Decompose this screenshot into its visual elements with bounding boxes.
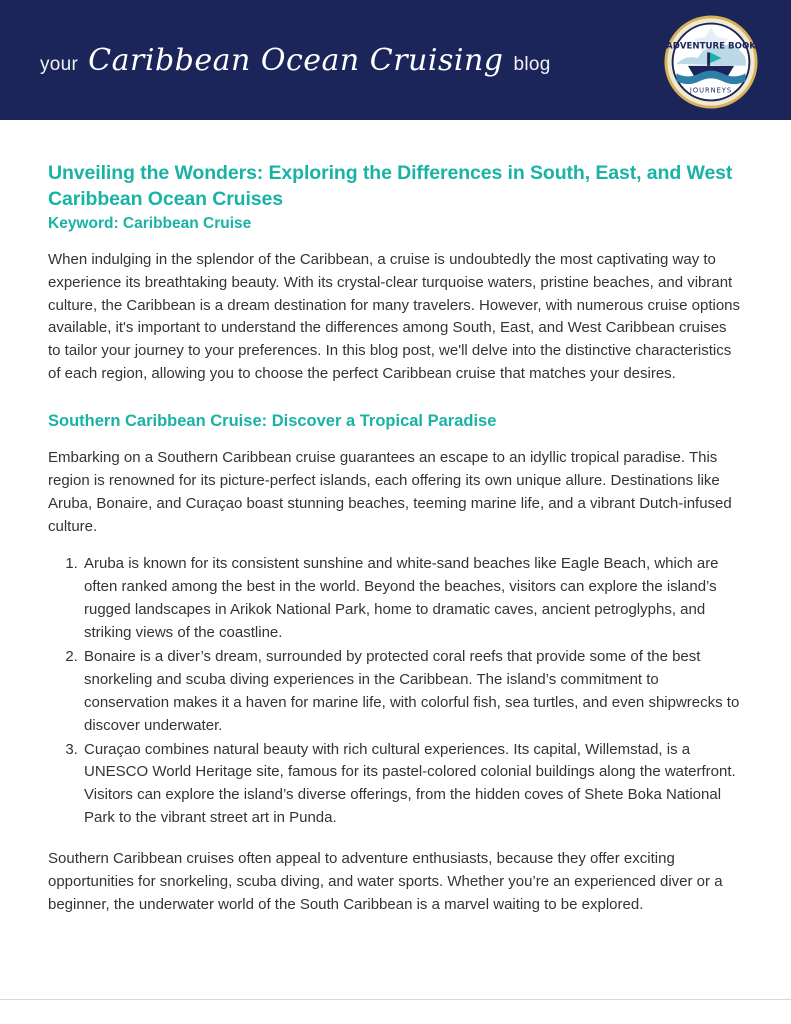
header-prefix: your bbox=[40, 53, 79, 75]
header-suffix: blog bbox=[513, 53, 551, 75]
page-title: Unveiling the Wonders: Exploring the Differences in South, East, and West Caribbean Ocean Cruises bbox=[48, 162, 733, 211]
keyword-line: Keyword: Caribbean Cruise bbox=[48, 214, 252, 232]
island-list bbox=[48, 553, 743, 830]
list-item: 1. Aruba is known for its consistent sunshine and white-sand beaches like Eagle Beach, which are often ranked among the best in the world. Beyond the beaches, visitors can explore the island’s rugged landscapes in Arikok National Park, home to dramatic caves, ancient petroglyphs, and striking views of the coastline. bbox=[82, 553, 743, 645]
intro-paragraph: When indulging in the splendor of the Caribbean, a cruise is undoubtedly the most captivating way to experience its breathtaking beauty. With its crystal-clear turquoise waters, pristine beaches, and vibrant culture, the Caribbean is a dream destination for many travelers. However, with numerous cruise options available, it's important to understand the differences among South, East, and West Caribbean cruises to tailor your journey to your preferences. In this blog post, we'll delve into the distinctive characteristics of each region, allowing you to choose the perfect Caribbean cruise that matches your desires. bbox=[48, 250, 740, 383]
list-item: 2. Bonaire is a diver’s dream, surrounded by protected coral reefs that provide some of the best snorkeling and scuba diving experiences in the Caribbean. The island’s commitment to conservation makes it a haven for marine life, with colorful fish, sea turtles, and even shipwrecks to discover underwater. bbox=[82, 646, 743, 738]
svg-text:JOURNEYS: JOURNEYS bbox=[689, 86, 733, 95]
adventure-book-journeys-logo bbox=[663, 14, 759, 110]
header-script-title: Caribbean Ocean Cruising bbox=[88, 42, 504, 78]
section-intro-paragraph: Embarking on a Southern Caribbean cruise guarantees an escape to an idyllic tropical paradise. This region is renowned for its picture-perfect islands, each offering its own unique allure. Destinations like Aruba, Bonaire, and Curaçao boast stunning beaches, teeming marine life, and a vibrant Dutch-infused culture. bbox=[48, 449, 732, 536]
closing-paragraph: Southern Caribbean cruises often appeal to adventure enthusiasts, because they offer exciting opportunities for snorkeling, scuba diving, and water sports. Whether you’re an experienced diver or a beginner, the underwater world of the South Caribbean is a marvel waiting to be explored. bbox=[48, 850, 723, 914]
page-header bbox=[0, 0, 791, 120]
svg-text:ADVENTURE BOOK: ADVENTURE BOOK bbox=[666, 41, 756, 52]
section-heading-southern: Southern Caribbean Cruise: Discover a Tropical Paradise bbox=[48, 412, 497, 431]
header-title bbox=[40, 43, 551, 78]
list-item: 3. Curaçao combines natural beauty with rich cultural experiences. Its capital, Willemstad, is a UNESCO World Heritage site, famous for its pastel-colored colonial buildings along the waterfront. Visitors can explore the island’s diverse offerings, from the hidden coves of Shete Boka National Park to the vibrant street art in Punda. bbox=[82, 739, 743, 831]
document-content bbox=[0, 120, 791, 917]
footer-divider bbox=[0, 999, 791, 1000]
